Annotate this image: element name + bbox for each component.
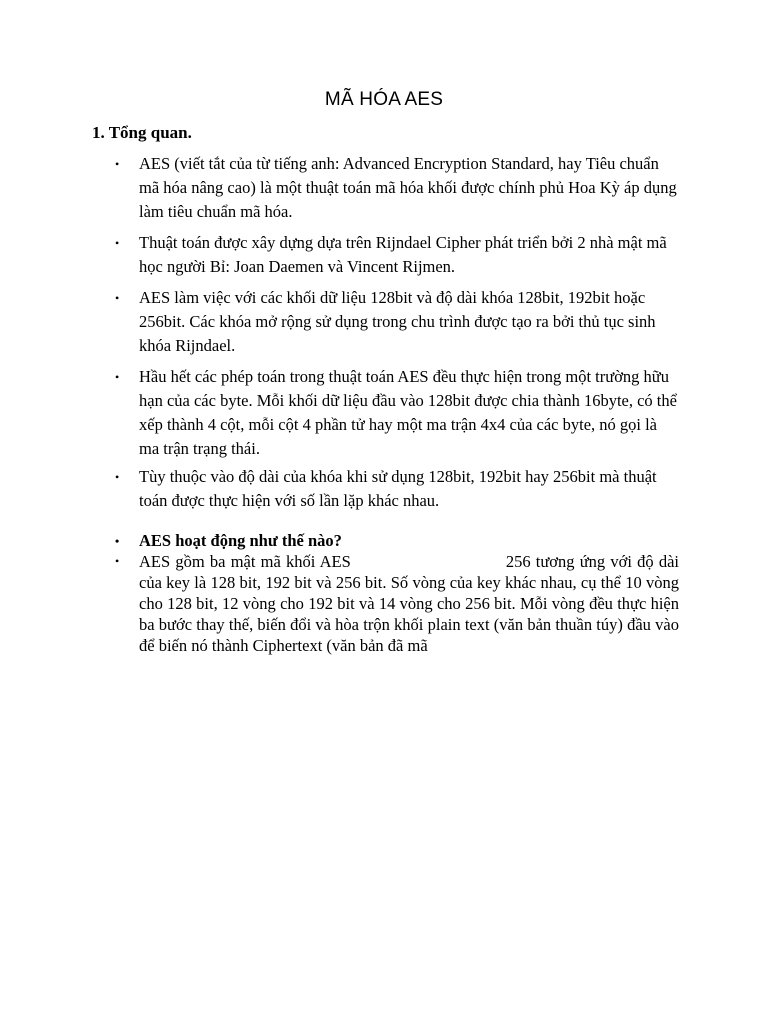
- bullet-icon: •: [115, 236, 120, 250]
- subheading-item: [115, 529, 679, 553]
- document-title: MÃ HÓA AES: [324, 89, 444, 110]
- bullet-icon: •: [115, 291, 120, 305]
- list-item: [115, 551, 679, 656]
- list-item-text-start: AES gồm ba mật mã khối AES: [139, 552, 351, 571]
- bullet-icon: •: [115, 534, 120, 548]
- list-item-text: Tùy thuộc vào độ dài của khóa khi sử dụng 128bit, 192bit hay 256bit mà thuật toán được thực hiện với số lần lặp khác nhau.: [139, 467, 657, 510]
- subheading-text: AES hoạt động như thế nào?: [139, 531, 342, 550]
- list-item-text: AES làm việc với các khối dữ liệu 128bit và độ dài khóa 128bit, 192bit hoặc 256bit. Các khóa mở rộng sử dụng trong chu trình được tạo ra bởi thủ tục sinh khóa Rijndael.: [139, 288, 656, 355]
- bullet-icon: •: [115, 370, 120, 384]
- list-item-text: Thuật toán được xây dựng dựa trên Rijndael Cipher phát triển bởi 2 nhà mật mã học người Bỉ: Joan Daemen và Vincent Rijmen.: [139, 233, 667, 276]
- list-item: [115, 286, 679, 358]
- list-item: [115, 365, 679, 461]
- list-item: [115, 231, 679, 279]
- section-heading: 1. Tổng quan.: [92, 123, 192, 142]
- bullet-icon: •: [115, 470, 120, 484]
- list-item: [115, 152, 679, 224]
- list-item-text: AES (viết tắt của từ tiếng anh: Advanced Encryption Standard, hay Tiêu chuẩn mã hóa nâng cao) là một thuật toán mã hóa khối được chính phủ Hoa Kỳ áp dụng làm tiêu chuẩn mã hóa.: [139, 154, 677, 221]
- list-item: [115, 465, 679, 513]
- list-item-text-rest: 256 tương ứng với độ dài của key là 128 bit, 192 bit và 256 bit. Số vòng của key khác nhau, cụ thể 10 vòng cho 128 bit, 12 vòng cho 192 bit và 14 vòng cho 256 bit. Mỗi vòng đều thực hiện ba bước thay thế, biến đổi và hòa trộn khối plain text (văn bản thuần túy) đầu vào để biến nó thành Ciphertext (văn bản đã mã: [139, 552, 679, 655]
- bullet-icon: •: [115, 157, 120, 171]
- list-item-text: Hầu hết các phép toán trong thuật toán AES đều thực hiện trong một trường hữu hạn của các byte. Mỗi khối dữ liệu đầu vào 128bit được chia thành 16byte, có thể xếp thành 4 cột, mỗi cột 4 phần tử hay một ma trận 4x4 của các byte, nó gọi là ma trận trạng thái.: [139, 367, 677, 458]
- bullet-icon: •: [115, 554, 120, 568]
